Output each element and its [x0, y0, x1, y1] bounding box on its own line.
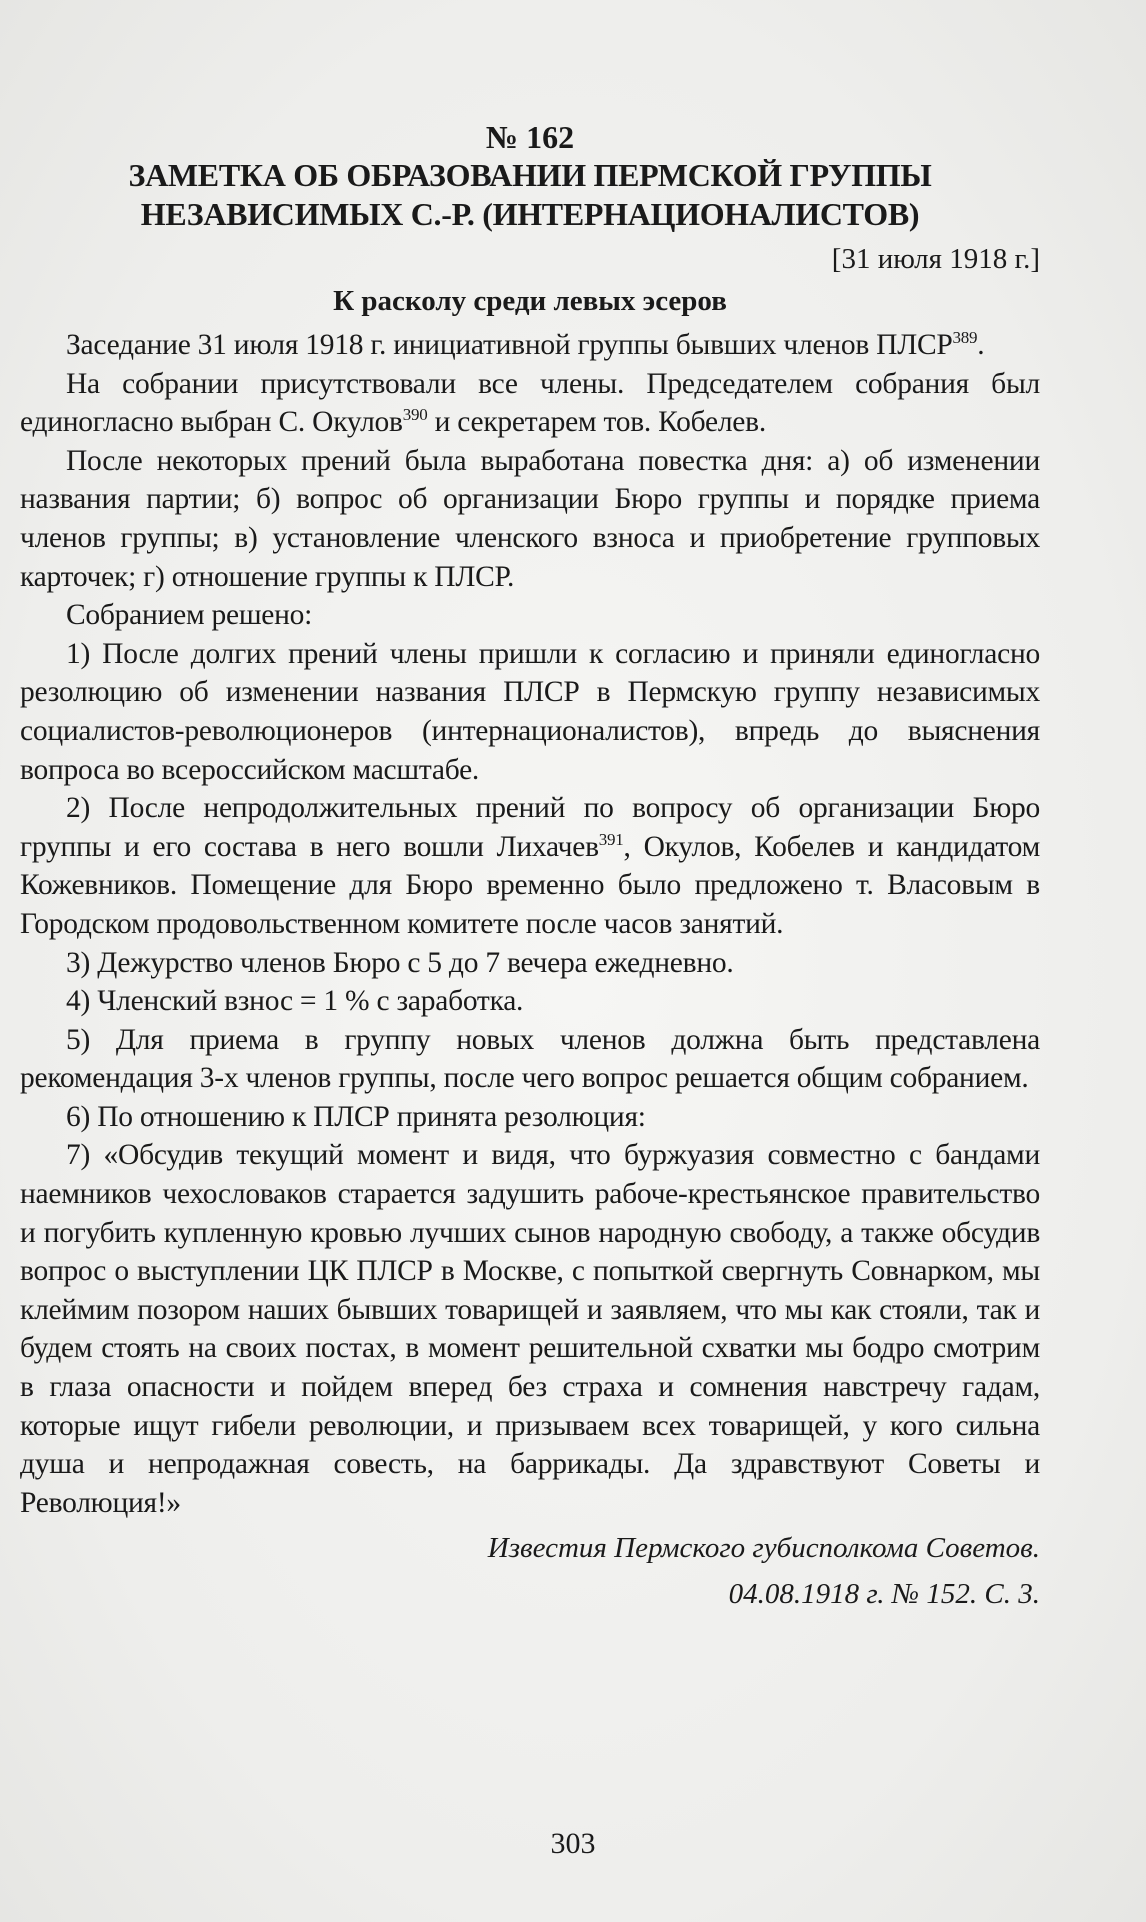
paragraph: [20, 596, 1040, 635]
paragraph-text: 5) Для приема в группу новых членов должна быть представлена рекомендация 3-х членов группы, после чего вопрос решается общим собранием.: [20, 1023, 1040, 1095]
paragraph: [20, 944, 1040, 983]
page-number: 303: [550, 1827, 596, 1860]
document-body: [20, 118, 1040, 1614]
paragraph: [20, 982, 1040, 1021]
paragraph-text: 2) После непродолжительных прений по вопросу об организации Бюро группы и его состава в него вошли Лихачев: [20, 792, 1040, 863]
paragraph-text: 7) «Обсудив текущий момент и видя, что буржуазия совместно с бандами наемников чехословаков старается задушить рабоче-крестьянское правительство и погубить купленную кровью лучших сынов народную свободу, а также обсудив вопрос о выступлении ЦК ПЛСР в Москве, с попыткой свергнуть Совнарком, мы клеймим позором наших бывших товарищей и заявляем, что мы как стояли, так и будем стоять на своих постах, в момент решительной схватки мы бодро смотрим в глаза опасности и пойдем вперед без страха и сомнения навстречу гадам, которые ищут гибели революции, и призываем всех товарищей, у кого сильна душа и непродажная совесть, на баррикады. Да здравствуют Советы и Революция!»: [20, 1139, 1040, 1519]
paragraph-text: 1) После долгих прений члены пришли к согласию и приняли единогласно резолюцию об изменении названия ПЛСР в Пермскую группу независимых социалистов-революционеров (интернационалистов), впредь до выяснения вопроса во всероссийском масштабе.: [20, 637, 1040, 786]
paragraph-text: Собранием решено:: [66, 599, 313, 632]
document-subtitle: К расколу среди левых эсеров: [333, 285, 727, 317]
paragraph-text: Заседание 31 июля 1918 г. инициативной группы бывших членов ПЛСР: [66, 329, 953, 361]
paragraph: [20, 789, 1040, 943]
paragraph-text: После некоторых прений была выработана повестка дня: а) об изменении названия партии; б) вопрос об организации Бюро группы и порядке приема членов группы; в) установление членского взноса и приобретение групповых карточек; г) отношение группы к ПЛСР.: [20, 444, 1040, 593]
document-number: № 162: [485, 119, 575, 155]
paragraph: [20, 365, 1040, 442]
paragraph-text: 6) По отношению к ПЛСР принята резолюция:: [66, 1100, 646, 1133]
footnote-ref: 390: [402, 405, 428, 425]
paragraph-text-continued: и секретарем тов. Кобелев.: [427, 406, 766, 439]
source-line-2: 04.08.1918 г. № 152. С. 3.: [728, 1578, 1040, 1611]
paragraph: [20, 635, 1040, 789]
document-date: [31 июля 1918 г.]: [831, 243, 1040, 275]
paragraph-text-continued: .: [977, 329, 985, 361]
source-line-1: Известия Пермского губисполкома Советов.: [487, 1532, 1040, 1565]
paragraph: [20, 442, 1040, 596]
footnote-ref: 391: [598, 829, 624, 849]
paragraph-list: [20, 326, 1040, 1522]
paragraph: [20, 326, 1040, 365]
footnote-ref: 389: [952, 328, 978, 348]
document-title-line-1: ЗАМЕТКА ОБ ОБРАЗОВАНИИ ПЕРМСКОЙ ГРУППЫ: [128, 157, 932, 193]
paragraph: [20, 1098, 1040, 1137]
paragraph-text: 3) Дежурство членов Бюро с 5 до 7 вечера ежедневно.: [66, 946, 734, 979]
paragraph: [20, 1021, 1040, 1098]
document-title-line-2: НЕЗАВИСИМЫХ С.-Р. (ИНТЕРНАЦИОНАЛИСТОВ): [140, 196, 920, 232]
paragraph-text: 4) Членский взнос = 1 % с заработка.: [66, 985, 524, 1018]
paragraph: [20, 1136, 1040, 1522]
paragraph-text: На собрании присутствовали все члены. Председателем собрания был единогласно выбран С. Окулов: [20, 367, 1040, 439]
paragraph-text-continued: , Окулов, Кобелев и кандидатом Кожевников. Помещение для Бюро временно было предложено т. Власовым в Городском продовольственном комитете после часов занятий.: [20, 830, 1040, 940]
